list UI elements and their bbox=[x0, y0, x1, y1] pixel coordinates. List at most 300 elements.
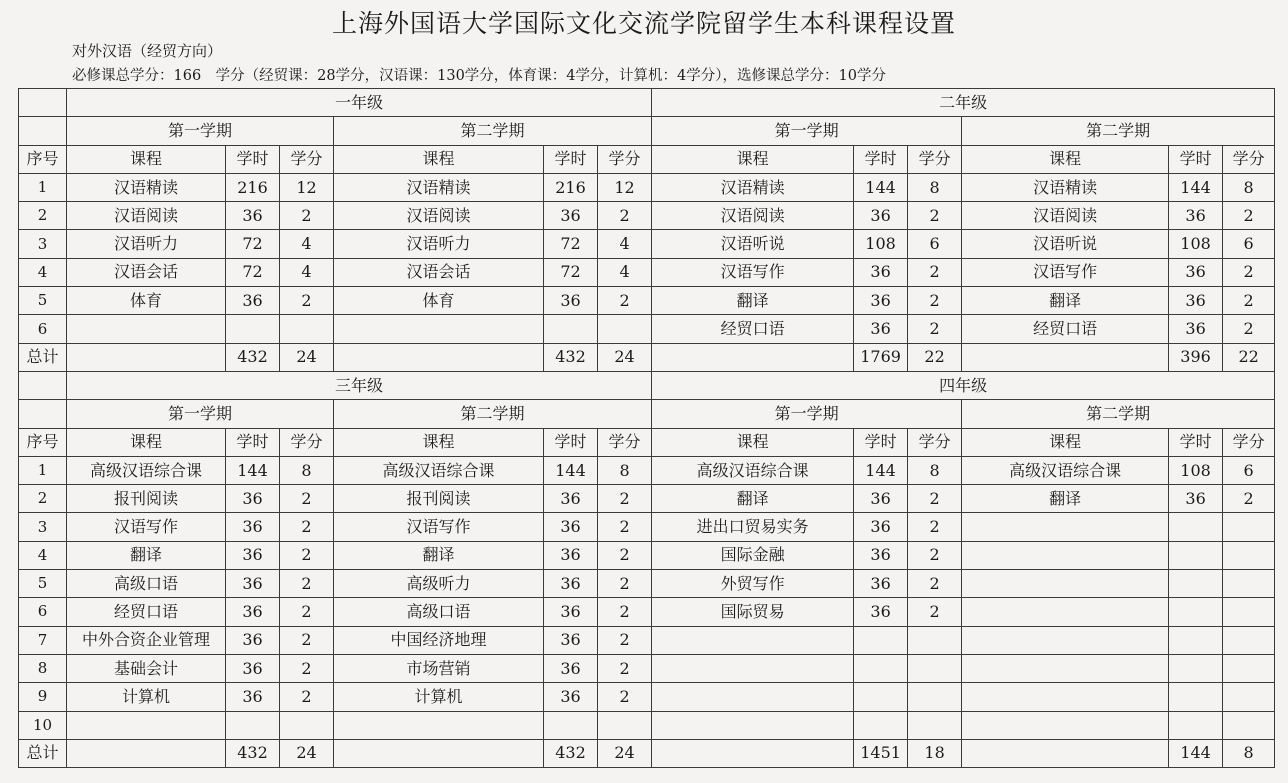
hours-cell: 144 bbox=[544, 456, 598, 484]
total-hours-cell: 432 bbox=[544, 343, 598, 371]
credits-cell: 6 bbox=[1223, 456, 1275, 484]
course-cell: 中国经济地理 bbox=[334, 626, 544, 654]
table-row bbox=[19, 287, 1275, 315]
table-row bbox=[19, 456, 1275, 484]
year-header: 二年级 bbox=[652, 89, 1275, 117]
course-cell bbox=[334, 711, 544, 739]
course-cell bbox=[652, 654, 854, 682]
credits-cell: 2 bbox=[280, 513, 334, 541]
total-row bbox=[19, 343, 1275, 371]
credits-header: 学分 bbox=[598, 145, 652, 173]
credits-cell bbox=[598, 315, 652, 343]
column-header-row bbox=[19, 428, 1275, 456]
credits-cell: 8 bbox=[598, 456, 652, 484]
credits-cell: 2 bbox=[598, 683, 652, 711]
total-hours-cell: 1451 bbox=[854, 739, 908, 767]
course-cell bbox=[334, 315, 544, 343]
hours-cell: 36 bbox=[854, 258, 908, 286]
credits-cell bbox=[908, 626, 962, 654]
course-cell: 汉语会话 bbox=[334, 258, 544, 286]
total-credits-cell: 24 bbox=[598, 739, 652, 767]
course-cell: 翻译 bbox=[652, 287, 854, 315]
total-credits-cell: 22 bbox=[1223, 343, 1275, 371]
course-cell bbox=[962, 654, 1169, 682]
course-cell: 高级口语 bbox=[67, 570, 226, 598]
course-cell: 进出口贸易实务 bbox=[652, 513, 854, 541]
credits-cell bbox=[1223, 541, 1275, 569]
hours-cell bbox=[854, 626, 908, 654]
table-row bbox=[19, 258, 1275, 286]
course-header: 课程 bbox=[67, 428, 226, 456]
semester-header: 第二学期 bbox=[962, 400, 1275, 428]
course-cell: 计算机 bbox=[334, 683, 544, 711]
hours-cell: 36 bbox=[226, 626, 280, 654]
semester-header: 第二学期 bbox=[334, 400, 652, 428]
hours-cell: 36 bbox=[854, 541, 908, 569]
seq-cell: 2 bbox=[19, 485, 67, 513]
corner-cell bbox=[19, 117, 67, 145]
semester-header: 第二学期 bbox=[962, 117, 1275, 145]
hours-cell: 36 bbox=[1169, 485, 1223, 513]
hours-cell: 36 bbox=[226, 570, 280, 598]
course-cell bbox=[962, 626, 1169, 654]
total-course-cell bbox=[652, 739, 854, 767]
total-hours-cell: 1769 bbox=[854, 343, 908, 371]
credits-cell: 2 bbox=[598, 570, 652, 598]
course-cell: 汉语精读 bbox=[652, 173, 854, 201]
credits-cell: 2 bbox=[280, 626, 334, 654]
hours-cell: 108 bbox=[1169, 456, 1223, 484]
total-hours-cell: 432 bbox=[226, 739, 280, 767]
total-credits-cell: 24 bbox=[280, 739, 334, 767]
year-header-row bbox=[19, 371, 1275, 399]
credits-cell: 2 bbox=[1223, 315, 1275, 343]
course-cell: 报刊阅读 bbox=[334, 485, 544, 513]
course-cell bbox=[962, 513, 1169, 541]
credits-cell bbox=[1223, 711, 1275, 739]
course-cell: 报刊阅读 bbox=[67, 485, 226, 513]
year-header: 一年级 bbox=[67, 89, 652, 117]
credits-cell: 2 bbox=[598, 598, 652, 626]
table-row bbox=[19, 626, 1275, 654]
table-row bbox=[19, 513, 1275, 541]
total-label: 总计 bbox=[19, 739, 67, 767]
credits-cell: 2 bbox=[1223, 485, 1275, 513]
table-row bbox=[19, 173, 1275, 201]
total-credits-cell: 22 bbox=[908, 343, 962, 371]
credit-summary: 必修课总学分：166 学分（经贸课：28学分，汉语课：130学分，体育课：4学分，计算机：4学分），选修课总学分：10学分 bbox=[72, 68, 886, 84]
corner-cell bbox=[19, 371, 67, 399]
hours-cell bbox=[1169, 654, 1223, 682]
hours-cell bbox=[1169, 683, 1223, 711]
credits-cell: 2 bbox=[280, 287, 334, 315]
table-row bbox=[19, 315, 1275, 343]
total-label: 总计 bbox=[19, 343, 67, 371]
course-cell: 国际贸易 bbox=[652, 598, 854, 626]
hours-cell: 72 bbox=[544, 258, 598, 286]
hours-cell: 108 bbox=[1169, 230, 1223, 258]
hours-cell: 72 bbox=[226, 258, 280, 286]
course-header: 课程 bbox=[67, 145, 226, 173]
course-cell: 汉语写作 bbox=[334, 513, 544, 541]
hours-cell: 36 bbox=[854, 202, 908, 230]
hours-cell: 36 bbox=[854, 598, 908, 626]
credits-cell: 12 bbox=[598, 173, 652, 201]
credits-header: 学分 bbox=[280, 428, 334, 456]
seq-cell: 7 bbox=[19, 626, 67, 654]
hours-cell: 36 bbox=[544, 202, 598, 230]
semester-header-row bbox=[19, 400, 1275, 428]
hours-cell: 36 bbox=[544, 485, 598, 513]
seq-cell: 3 bbox=[19, 513, 67, 541]
course-cell: 计算机 bbox=[67, 683, 226, 711]
course-header: 课程 bbox=[334, 428, 544, 456]
credits-header: 学分 bbox=[1223, 145, 1275, 173]
credits-cell bbox=[1223, 683, 1275, 711]
hours-cell: 36 bbox=[1169, 202, 1223, 230]
hours-cell: 144 bbox=[1169, 173, 1223, 201]
course-cell: 汉语会话 bbox=[67, 258, 226, 286]
course-cell bbox=[652, 683, 854, 711]
credits-cell: 2 bbox=[1223, 202, 1275, 230]
year-header: 三年级 bbox=[67, 371, 652, 399]
year-header: 四年级 bbox=[652, 371, 1275, 399]
seq-cell: 4 bbox=[19, 541, 67, 569]
credits-cell: 2 bbox=[908, 570, 962, 598]
course-cell: 体育 bbox=[67, 287, 226, 315]
seq-cell: 6 bbox=[19, 598, 67, 626]
course-cell bbox=[962, 541, 1169, 569]
course-cell: 汉语写作 bbox=[652, 258, 854, 286]
seq-cell: 6 bbox=[19, 315, 67, 343]
total-hours-cell: 144 bbox=[1169, 739, 1223, 767]
course-cell: 汉语写作 bbox=[962, 258, 1169, 286]
hours-header: 学时 bbox=[854, 428, 908, 456]
course-cell: 高级汉语综合课 bbox=[67, 456, 226, 484]
course-cell: 汉语阅读 bbox=[334, 202, 544, 230]
semester-header: 第二学期 bbox=[334, 117, 652, 145]
credits-cell: 2 bbox=[1223, 287, 1275, 315]
credits-cell: 2 bbox=[1223, 258, 1275, 286]
seq-header: 序号 bbox=[19, 145, 67, 173]
hours-cell: 36 bbox=[544, 570, 598, 598]
course-cell: 汉语写作 bbox=[67, 513, 226, 541]
hours-cell: 36 bbox=[854, 485, 908, 513]
credits-cell: 2 bbox=[280, 654, 334, 682]
seq-cell: 2 bbox=[19, 202, 67, 230]
hours-cell: 36 bbox=[544, 287, 598, 315]
credits-cell bbox=[280, 711, 334, 739]
hours-cell: 216 bbox=[544, 173, 598, 201]
credits-cell bbox=[1223, 570, 1275, 598]
credits-header: 学分 bbox=[1223, 428, 1275, 456]
course-cell: 翻译 bbox=[67, 541, 226, 569]
course-schedule-table bbox=[18, 88, 1275, 768]
total-course-cell bbox=[962, 343, 1169, 371]
credits-cell: 2 bbox=[598, 654, 652, 682]
credits-cell: 4 bbox=[598, 258, 652, 286]
credits-cell bbox=[598, 711, 652, 739]
total-credits-cell: 24 bbox=[280, 343, 334, 371]
credits-cell: 2 bbox=[280, 485, 334, 513]
hours-cell: 72 bbox=[544, 230, 598, 258]
course-cell bbox=[652, 626, 854, 654]
course-cell: 中外合资企业管理 bbox=[67, 626, 226, 654]
credits-cell: 4 bbox=[280, 258, 334, 286]
hours-cell bbox=[544, 711, 598, 739]
credits-cell: 2 bbox=[908, 541, 962, 569]
hours-cell: 36 bbox=[854, 570, 908, 598]
total-credits-cell: 18 bbox=[908, 739, 962, 767]
semester-header-row bbox=[19, 117, 1275, 145]
seq-cell: 5 bbox=[19, 570, 67, 598]
hours-cell: 36 bbox=[1169, 315, 1223, 343]
hours-cell: 36 bbox=[854, 513, 908, 541]
credits-header: 学分 bbox=[908, 428, 962, 456]
hours-cell: 36 bbox=[226, 654, 280, 682]
hours-header: 学时 bbox=[544, 428, 598, 456]
hours-header: 学时 bbox=[1169, 145, 1223, 173]
course-cell: 汉语听说 bbox=[962, 230, 1169, 258]
credits-cell: 2 bbox=[280, 202, 334, 230]
credits-cell bbox=[280, 315, 334, 343]
course-cell: 汉语听力 bbox=[334, 230, 544, 258]
course-cell: 体育 bbox=[334, 287, 544, 315]
seq-cell: 5 bbox=[19, 287, 67, 315]
credits-cell bbox=[908, 711, 962, 739]
credits-cell: 2 bbox=[908, 598, 962, 626]
hours-cell bbox=[1169, 570, 1223, 598]
hours-cell bbox=[1169, 541, 1223, 569]
hours-cell bbox=[1169, 626, 1223, 654]
credits-cell: 4 bbox=[598, 230, 652, 258]
page-title: 上海外国语大学国际文化交流学院留学生本科课程设置 bbox=[331, 9, 956, 38]
course-cell bbox=[962, 683, 1169, 711]
hours-cell: 36 bbox=[226, 287, 280, 315]
hours-cell bbox=[1169, 598, 1223, 626]
hours-cell: 36 bbox=[854, 287, 908, 315]
total-course-cell bbox=[962, 739, 1169, 767]
hours-header: 学时 bbox=[226, 428, 280, 456]
course-cell bbox=[962, 711, 1169, 739]
hours-cell: 36 bbox=[544, 513, 598, 541]
hours-cell: 36 bbox=[544, 541, 598, 569]
course-cell: 经贸口语 bbox=[962, 315, 1169, 343]
course-cell: 汉语听力 bbox=[67, 230, 226, 258]
course-cell: 翻译 bbox=[962, 485, 1169, 513]
course-cell: 国际金融 bbox=[652, 541, 854, 569]
hours-cell: 36 bbox=[226, 598, 280, 626]
credits-cell: 2 bbox=[598, 485, 652, 513]
course-cell: 汉语精读 bbox=[334, 173, 544, 201]
hours-cell: 216 bbox=[226, 173, 280, 201]
credits-cell: 2 bbox=[908, 485, 962, 513]
credits-cell bbox=[908, 683, 962, 711]
corner-cell bbox=[19, 400, 67, 428]
credits-header: 学分 bbox=[280, 145, 334, 173]
table-row bbox=[19, 711, 1275, 739]
hours-cell: 36 bbox=[544, 654, 598, 682]
course-cell: 汉语听说 bbox=[652, 230, 854, 258]
credits-cell bbox=[908, 654, 962, 682]
credits-cell bbox=[1223, 598, 1275, 626]
course-cell: 高级汉语综合课 bbox=[962, 456, 1169, 484]
table-row bbox=[19, 598, 1275, 626]
credits-cell: 2 bbox=[908, 315, 962, 343]
table-row bbox=[19, 202, 1275, 230]
seq-cell: 10 bbox=[19, 711, 67, 739]
hours-cell: 36 bbox=[1169, 258, 1223, 286]
course-cell: 外贸写作 bbox=[652, 570, 854, 598]
course-cell: 汉语阅读 bbox=[652, 202, 854, 230]
table-row bbox=[19, 541, 1275, 569]
hours-cell bbox=[226, 711, 280, 739]
hours-cell bbox=[544, 315, 598, 343]
course-cell: 高级汉语综合课 bbox=[334, 456, 544, 484]
hours-cell: 36 bbox=[226, 202, 280, 230]
total-credits-cell: 24 bbox=[598, 343, 652, 371]
course-cell: 汉语精读 bbox=[962, 173, 1169, 201]
total-hours-cell: 432 bbox=[226, 343, 280, 371]
credits-cell: 6 bbox=[1223, 230, 1275, 258]
course-cell: 汉语精读 bbox=[67, 173, 226, 201]
hours-cell: 36 bbox=[226, 485, 280, 513]
course-cell: 汉语阅读 bbox=[962, 202, 1169, 230]
hours-cell: 36 bbox=[544, 626, 598, 654]
seq-cell: 1 bbox=[19, 173, 67, 201]
credits-cell: 2 bbox=[908, 513, 962, 541]
semester-header: 第一学期 bbox=[652, 400, 962, 428]
corner-cell bbox=[19, 89, 67, 117]
credits-cell: 2 bbox=[598, 202, 652, 230]
credits-cell: 2 bbox=[598, 513, 652, 541]
program-subtitle: 对外汉语（经贸方向） bbox=[72, 42, 223, 60]
course-cell bbox=[962, 598, 1169, 626]
course-cell: 市场营销 bbox=[334, 654, 544, 682]
course-cell: 翻译 bbox=[962, 287, 1169, 315]
course-cell bbox=[652, 711, 854, 739]
total-hours-cell: 396 bbox=[1169, 343, 1223, 371]
hours-header: 学时 bbox=[226, 145, 280, 173]
total-credits-cell: 8 bbox=[1223, 739, 1275, 767]
column-header-row bbox=[19, 145, 1275, 173]
course-cell: 高级汉语综合课 bbox=[652, 456, 854, 484]
table-row bbox=[19, 485, 1275, 513]
course-cell bbox=[67, 711, 226, 739]
total-course-cell bbox=[652, 343, 854, 371]
course-cell: 经贸口语 bbox=[67, 598, 226, 626]
hours-cell bbox=[854, 654, 908, 682]
total-course-cell bbox=[334, 343, 544, 371]
credits-cell: 2 bbox=[280, 570, 334, 598]
hours-cell bbox=[854, 711, 908, 739]
hours-header: 学时 bbox=[544, 145, 598, 173]
hours-cell: 144 bbox=[226, 456, 280, 484]
hours-cell: 144 bbox=[854, 456, 908, 484]
total-hours-cell: 432 bbox=[544, 739, 598, 767]
course-header: 课程 bbox=[962, 145, 1169, 173]
credits-cell: 2 bbox=[598, 287, 652, 315]
course-cell: 高级听力 bbox=[334, 570, 544, 598]
course-header: 课程 bbox=[334, 145, 544, 173]
credits-cell: 6 bbox=[908, 230, 962, 258]
seq-cell: 3 bbox=[19, 230, 67, 258]
course-cell: 经贸口语 bbox=[652, 315, 854, 343]
credits-cell bbox=[1223, 626, 1275, 654]
hours-cell: 144 bbox=[854, 173, 908, 201]
semester-header: 第一学期 bbox=[67, 400, 334, 428]
course-cell: 高级口语 bbox=[334, 598, 544, 626]
credits-cell: 2 bbox=[908, 202, 962, 230]
credits-cell: 2 bbox=[280, 598, 334, 626]
course-cell bbox=[962, 570, 1169, 598]
semester-header: 第一学期 bbox=[652, 117, 962, 145]
credits-cell: 2 bbox=[908, 258, 962, 286]
total-course-cell bbox=[67, 739, 226, 767]
table-row bbox=[19, 230, 1275, 258]
course-header: 课程 bbox=[652, 145, 854, 173]
hours-cell: 36 bbox=[1169, 287, 1223, 315]
course-cell: 翻译 bbox=[334, 541, 544, 569]
course-cell bbox=[67, 315, 226, 343]
credits-header: 学分 bbox=[908, 145, 962, 173]
hours-cell: 36 bbox=[544, 598, 598, 626]
credits-cell: 8 bbox=[280, 456, 334, 484]
credits-header: 学分 bbox=[598, 428, 652, 456]
hours-cell: 36 bbox=[226, 541, 280, 569]
seq-cell: 8 bbox=[19, 654, 67, 682]
seq-cell: 1 bbox=[19, 456, 67, 484]
total-course-cell bbox=[334, 739, 544, 767]
seq-header: 序号 bbox=[19, 428, 67, 456]
hours-cell bbox=[854, 683, 908, 711]
course-cell: 汉语阅读 bbox=[67, 202, 226, 230]
course-header: 课程 bbox=[652, 428, 854, 456]
credits-cell: 8 bbox=[1223, 173, 1275, 201]
credits-cell: 2 bbox=[280, 541, 334, 569]
table-row bbox=[19, 570, 1275, 598]
credits-cell bbox=[1223, 654, 1275, 682]
credits-cell: 2 bbox=[908, 287, 962, 315]
hours-cell: 36 bbox=[226, 683, 280, 711]
credits-cell bbox=[1223, 513, 1275, 541]
seq-cell: 9 bbox=[19, 683, 67, 711]
seq-cell: 4 bbox=[19, 258, 67, 286]
semester-header: 第一学期 bbox=[67, 117, 334, 145]
hours-cell bbox=[1169, 711, 1223, 739]
credits-cell: 12 bbox=[280, 173, 334, 201]
hours-cell: 108 bbox=[854, 230, 908, 258]
table-row bbox=[19, 683, 1275, 711]
course-cell: 基础会计 bbox=[67, 654, 226, 682]
table-row bbox=[19, 654, 1275, 682]
hours-cell: 36 bbox=[854, 315, 908, 343]
hours-cell: 72 bbox=[226, 230, 280, 258]
credits-cell: 2 bbox=[280, 683, 334, 711]
credits-cell: 8 bbox=[908, 456, 962, 484]
total-course-cell bbox=[67, 343, 226, 371]
credits-cell: 2 bbox=[598, 541, 652, 569]
hours-cell bbox=[1169, 513, 1223, 541]
hours-cell bbox=[226, 315, 280, 343]
course-header: 课程 bbox=[962, 428, 1169, 456]
credits-cell: 8 bbox=[908, 173, 962, 201]
hours-header: 学时 bbox=[1169, 428, 1223, 456]
credits-cell: 4 bbox=[280, 230, 334, 258]
total-row bbox=[19, 739, 1275, 767]
year-header-row bbox=[19, 89, 1275, 117]
course-cell: 翻译 bbox=[652, 485, 854, 513]
